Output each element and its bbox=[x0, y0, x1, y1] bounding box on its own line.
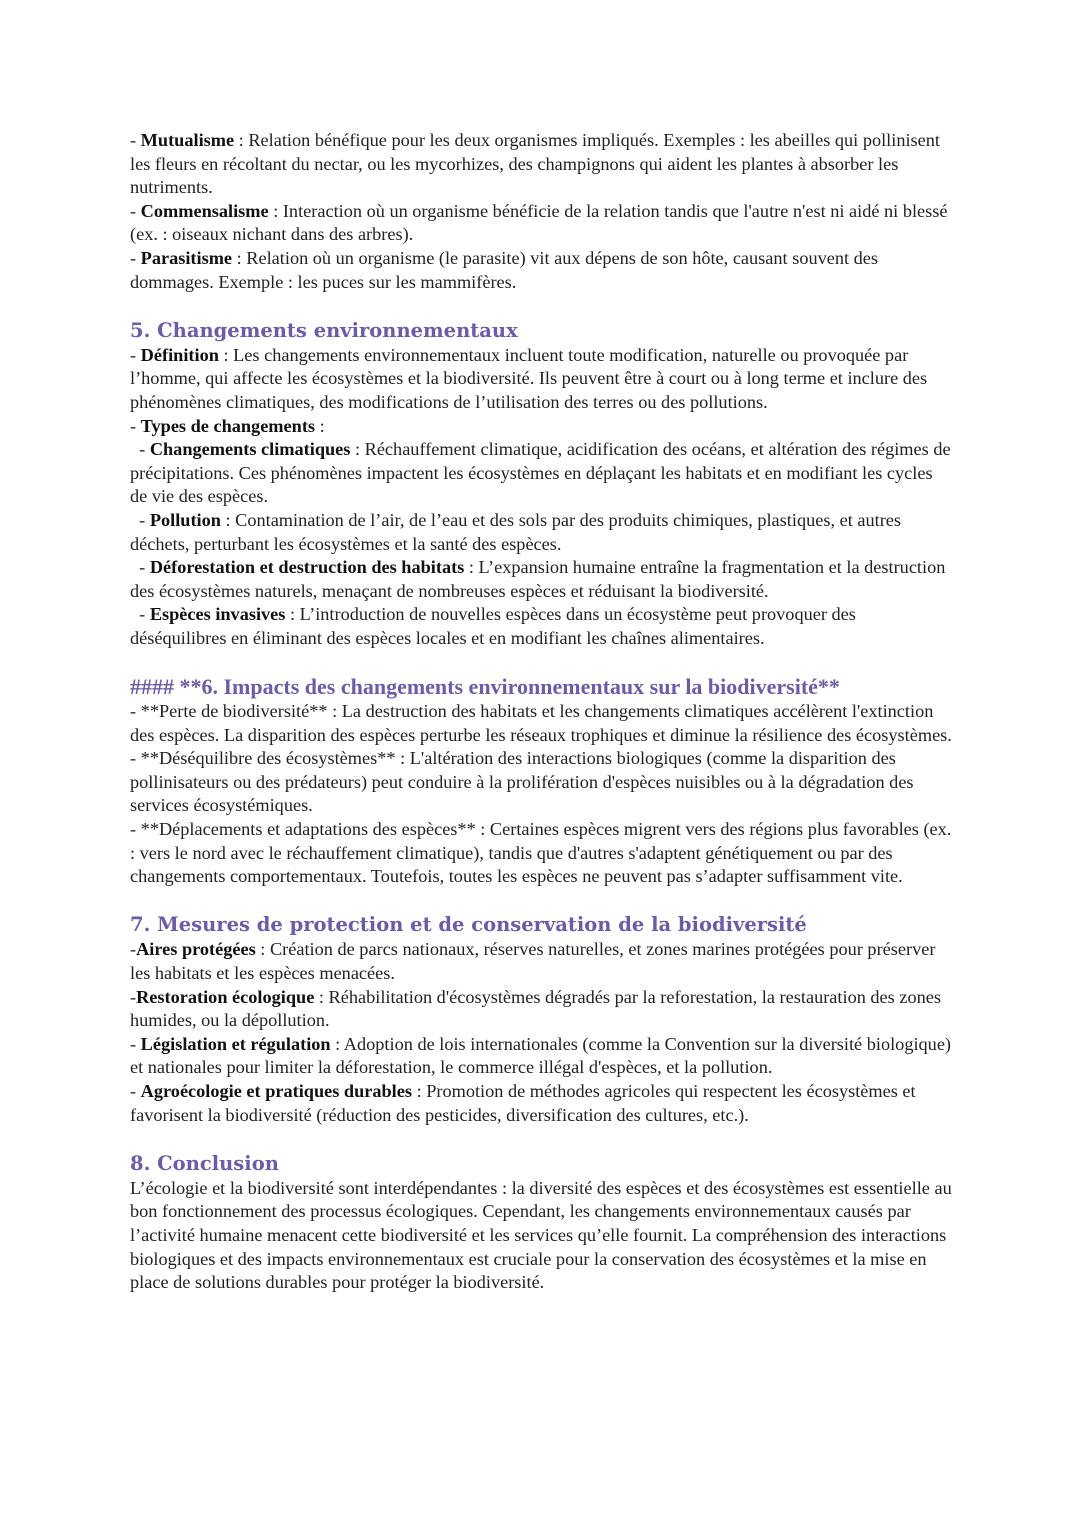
item-prefix: - bbox=[130, 557, 150, 578]
item-label: Aires protégées bbox=[136, 939, 256, 960]
item-prefix: - bbox=[130, 701, 141, 722]
item-label: Types de changements bbox=[140, 415, 316, 436]
section-2 bbox=[130, 674, 952, 889]
section-1 bbox=[130, 318, 952, 651]
item-text: : Les changements environnementaux incluent toute modification, naturelle ou provoquée par l’homme, qui affecte les écosystèmes et la biodiversité. Ils peuvent être à court ou à long terme et inclure des phénomènes climatiques, des modifications de l’utilisation des terres ou des pollutions. bbox=[130, 344, 928, 412]
item-prefix: - bbox=[130, 509, 150, 530]
item-prefix: - bbox=[130, 748, 141, 769]
item-label: Restoration écologique bbox=[136, 986, 315, 1007]
item-text: : Promotion de méthodes agricoles qui respectent les écosystèmes et favorisent la biodiversité (réduction des pesticides, diversification des cultures, etc.). bbox=[130, 1080, 916, 1125]
item-label: Législation et régulation bbox=[140, 1033, 331, 1054]
list-item bbox=[130, 747, 952, 818]
item-label: Mutualisme bbox=[140, 130, 235, 150]
list-item bbox=[130, 200, 952, 247]
item-text: : Contamination de l’air, de l’eau et des sols par des produits chimiques, plastiques, et autres déchets, perturbant les écosystèmes et la santé des espèces. bbox=[130, 509, 902, 554]
item-text: : L’introduction de nouvelles espèces dans un écosystème peut provoquer des déséquilibres en éliminant des espèces locales et en modifiant les chaînes alimentaires. bbox=[130, 604, 856, 648]
item-text: **Déplacements et adaptations des espèces** : Certaines espèces migrent vers des régions plus favorables (ex. : vers le nord avec le réchauffement climatique), tandis que d'autres s'adaptent génétiquement ou par des changements comportementaux. Toutefois, toutes les espèces ne peuvent pas s’adapter suffisamment vite. bbox=[130, 819, 952, 887]
item-label: Pollution bbox=[149, 509, 221, 530]
section-heading: 5. Changements environnementaux bbox=[130, 318, 518, 342]
item-prefix: - bbox=[130, 344, 141, 365]
item-text: : L’expansion humaine entraîne la fragmentation et la destruction des écosystèmes naturels, menaçant de nombreuses espèces et réduisant la biodiversité. bbox=[130, 557, 946, 601]
item-prefix: - bbox=[130, 1033, 141, 1054]
list-item bbox=[130, 344, 952, 415]
item-label: Agroécologie et pratiques durables bbox=[140, 1080, 412, 1101]
item-prefix: - bbox=[130, 130, 141, 150]
item-text: : Relation bénéfique pour les deux organismes impliqués. Exemples : les abeilles qui pollinisent les fleurs en récoltant du nectar, ou les mycorhizes, des champignons qui aident les plantes à absorber les nutriments. bbox=[130, 130, 941, 198]
item-prefix: - bbox=[130, 1080, 141, 1101]
list-item bbox=[130, 415, 952, 439]
list-item bbox=[130, 986, 952, 1033]
item-text: : Réchauffement climatique, acidification des océans, et altération des régimes de précipitations. Ces phénomènes impactent les écosystèmes en déplaçant les habitats et en modifiant les cycles de vie des espèces. bbox=[130, 439, 951, 507]
item-text: **Déséquilibre des écosystèmes** : L'altération des interactions biologiques (comme la disparition des pollinisateurs ou des prédateurs) peut conduire à la prolifération d'espèces nuisibles ou à la dégradation des services écosystémiques. bbox=[130, 748, 914, 816]
section-0 bbox=[130, 129, 952, 294]
item-prefix: - bbox=[130, 986, 137, 1007]
list-item bbox=[130, 603, 952, 650]
document-page bbox=[130, 129, 952, 1318]
item-prefix: - bbox=[130, 415, 141, 436]
item-label: Parasitisme bbox=[140, 247, 233, 268]
section-3 bbox=[130, 912, 952, 1127]
item-prefix: - bbox=[130, 200, 141, 221]
item-text: : bbox=[315, 415, 325, 436]
item-prefix: - bbox=[130, 939, 137, 960]
section-4 bbox=[130, 1151, 952, 1295]
item-label: Espèces invasives bbox=[149, 604, 286, 625]
list-item bbox=[130, 556, 952, 603]
list-item bbox=[130, 818, 952, 889]
item-label: Commensalisme bbox=[140, 200, 269, 221]
conclusion-paragraph: L’écologie et la biodiversité sont interdépendantes : la diversité des espèces et des écosystèmes est essentielle au bon fonctionnement des processus écologiques. Cependant, les changements environnementaux causés par l’activité humaine menacent cette biodiversité et les services qu’elle fournit. La compréhension des interactions biologiques et des impacts environnementaux est cruciale pour la conservation des écosystèmes et la mise en place de solutions durables pour protéger la biodiversité. bbox=[130, 1177, 952, 1293]
list-item bbox=[130, 938, 952, 985]
section-heading: 7. Mesures de protection et de conservation de la biodiversité bbox=[130, 913, 807, 937]
list-item bbox=[130, 129, 952, 200]
item-label: Changements climatiques bbox=[149, 439, 351, 460]
item-label: Déforestation et destruction des habitats bbox=[149, 557, 465, 578]
item-text: **Perte de biodiversité** : La destruction des habitats et les changements climatiques accélèrent l'extinction des espèces. La disparition des espèces perturbe les réseaux trophiques et diminue la résilience des écosystèmes. bbox=[130, 701, 952, 745]
item-text: : Création de parcs nationaux, réserves naturelles, et zones marines protégées pour préserver les habitats et les espèces menacées. bbox=[130, 939, 936, 983]
list-item bbox=[130, 438, 952, 509]
item-text: : Réhabilitation d'écosystèmes dégradés par la reforestation, la restauration des zones humides, ou la dépollution. bbox=[130, 986, 941, 1031]
list-item bbox=[130, 247, 952, 294]
item-prefix: - bbox=[130, 247, 141, 268]
item-label: Définition bbox=[140, 344, 219, 365]
item-text: : Relation où un organisme (le parasite) vit aux dépens de son hôte, causant souvent des dommages. Exemple : les puces sur les mammifères. bbox=[130, 247, 879, 292]
list-item bbox=[130, 1080, 952, 1127]
item-prefix: - bbox=[130, 819, 141, 840]
item-text: : Interaction où un organisme bénéficie de la relation tandis que l'autre n'est ni aidé ni blessé (ex. : oiseaux nichant dans des arbres). bbox=[130, 200, 948, 245]
list-item bbox=[130, 509, 952, 556]
section-heading: #### **6. Impacts des changements environnementaux sur la biodiversité** bbox=[130, 674, 840, 700]
section-heading: 8. Conclusion bbox=[130, 1151, 279, 1175]
list-item bbox=[130, 700, 952, 747]
item-prefix: - bbox=[130, 439, 150, 460]
list-item bbox=[130, 1033, 952, 1080]
item-prefix: - bbox=[130, 604, 150, 625]
item-text: : Adoption de lois internationales (comme la Convention sur la diversité biologique) et nationales pour limiter la déforestation, le commerce illégal d'espèces, et la pollution. bbox=[130, 1033, 952, 1078]
